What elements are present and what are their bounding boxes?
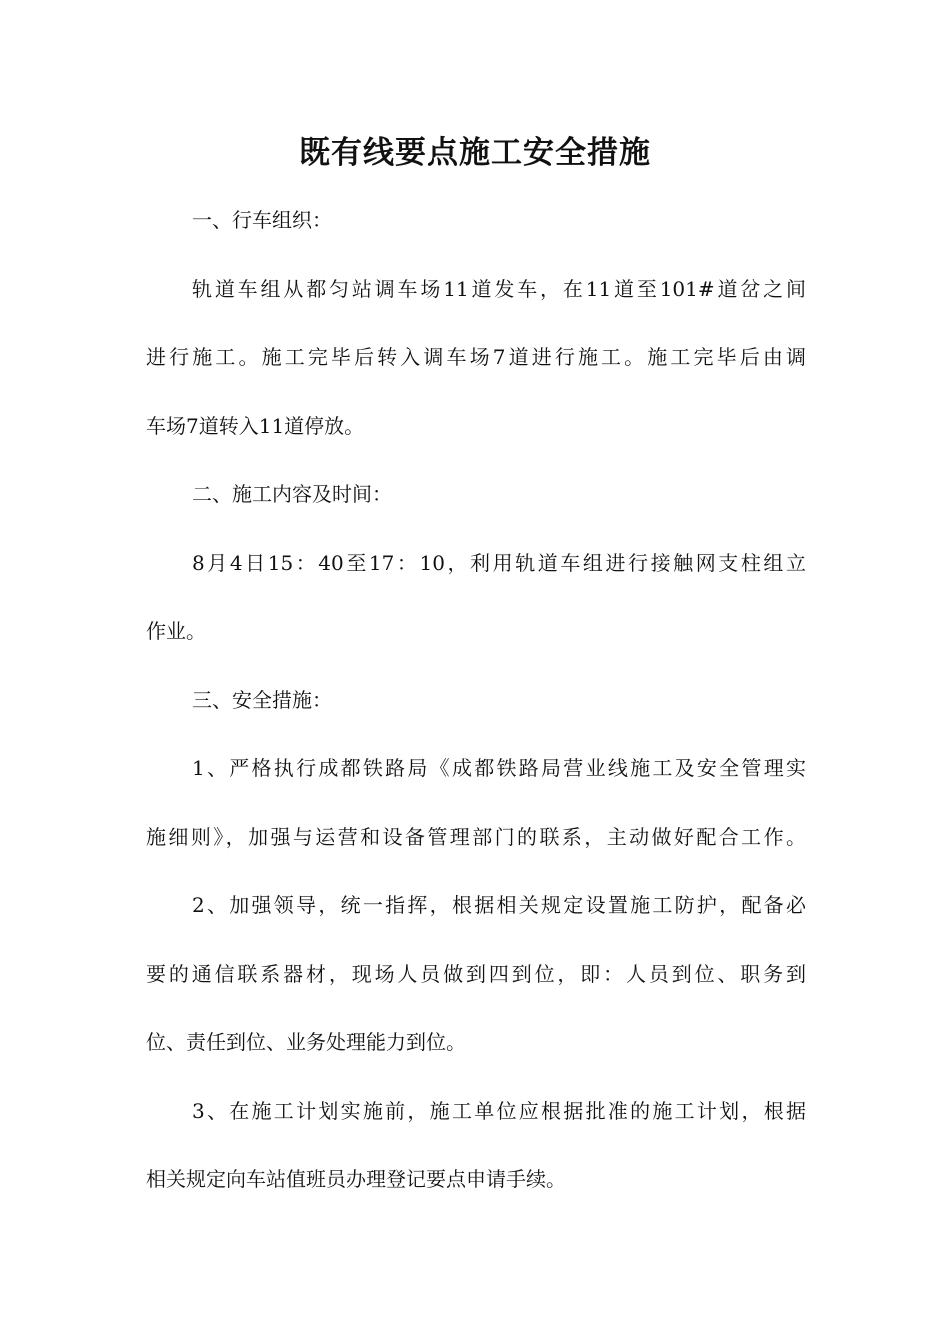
paragraph-line: 位、责任到位、业务处理能力到位。: [146, 1030, 466, 1054]
paragraph-line: 要的通信联系器材，现场人员做到四到位，即：人员到位、职务到: [146, 961, 806, 986]
paragraph-line: 轨道车组从都匀站调车场11道发车，在11道至101#道岔之间: [192, 276, 806, 301]
paragraph-line: 1、严格执行成都铁路局《成都铁路局营业线施工及安全管理实: [192, 756, 806, 780]
paragraph-line: 相关规定向车站值班员办理登记要点申请手续。: [146, 1167, 566, 1191]
paragraph-line: 8月4日15：40至17：10，利用轨道车组进行接触网支柱组立: [192, 550, 806, 575]
paragraph-line: 3、在施工计划实施前，施工单位应根据批准的施工计划，根据: [192, 1098, 806, 1123]
paragraph-line: 进行施工。施工完毕后转入调车场7道进行施工。施工完毕后由调: [146, 345, 806, 369]
paragraph-line: 车场7道转入11道停放。: [146, 413, 365, 438]
document-body: [146, 186, 806, 1214]
paragraph-line: 作业。: [146, 619, 206, 643]
paragraph-line: 2、加强领导，统一指挥，根据相关规定设置施工防护，配备必: [192, 893, 806, 917]
paragraph-line: 施细则》，加强与运营和设备管理部门的联系，主动做好配合工作。: [146, 824, 806, 849]
section-heading-content-time: 二、施工内容及时间：: [192, 482, 392, 506]
page-title: 既有线要点施工安全措施: [299, 135, 651, 171]
section-heading-traffic: 一、行车组织：: [192, 208, 332, 232]
section-heading-safety: 三、安全措施：: [192, 687, 332, 712]
